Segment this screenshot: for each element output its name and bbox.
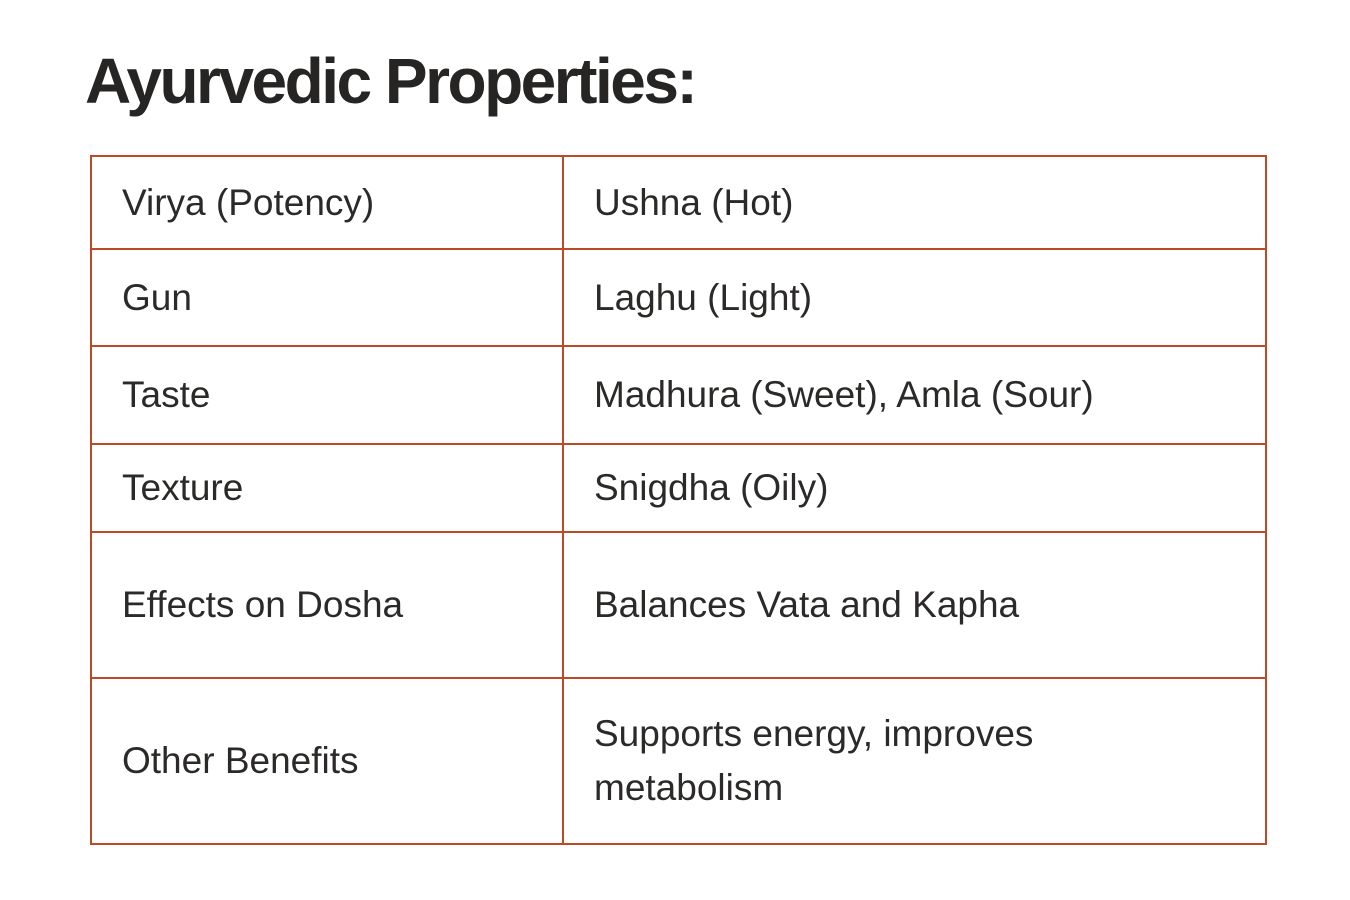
property-cell: Other Benefits (91, 678, 563, 844)
property-cell: Texture (91, 444, 563, 532)
table-row (91, 678, 1266, 844)
value-cell: Supports energy, improves metabolism (563, 678, 1266, 844)
value-cell: Balances Vata and Kapha (563, 532, 1266, 678)
value-cell: Laghu (Light) (563, 249, 1266, 346)
table-row (91, 346, 1266, 444)
table-row (91, 444, 1266, 532)
value-cell: Madhura (Sweet), Amla (Sour) (563, 346, 1266, 444)
table-row (91, 532, 1266, 678)
property-cell: Taste (91, 346, 563, 444)
page-title: Ayurvedic Properties: (85, 45, 696, 117)
property-cell: Gun (91, 249, 563, 346)
value-cell: Snigdha (Oily) (563, 444, 1266, 532)
value-cell: Ushna (Hot) (563, 156, 1266, 249)
table-row (91, 249, 1266, 346)
property-cell: Effects on Dosha (91, 532, 563, 678)
ayurvedic-properties-table (90, 155, 1267, 845)
table-row (91, 156, 1266, 249)
property-cell: Virya (Potency) (91, 156, 563, 249)
